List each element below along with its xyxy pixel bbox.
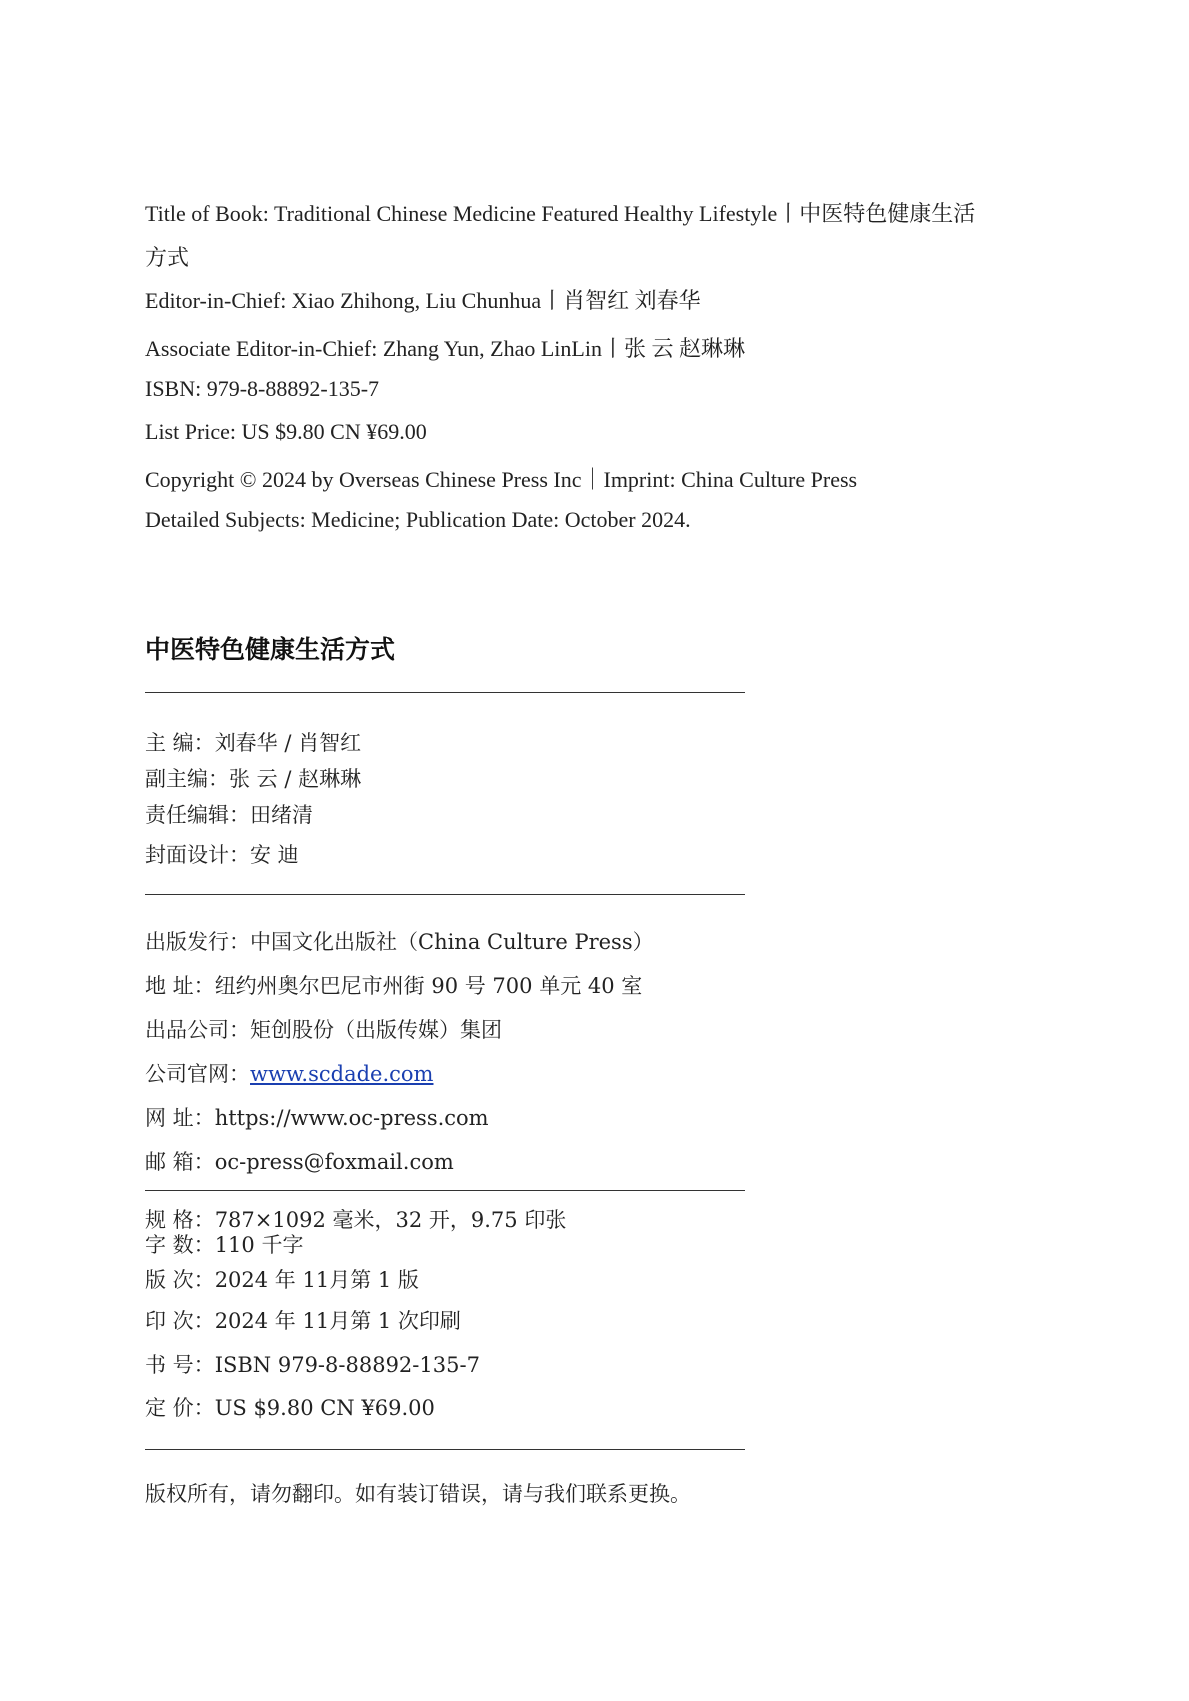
- format-value: 787×1092 毫米，32 开，9.75 印张: [214, 1208, 567, 1232]
- responsible-editor-label: 责任编辑：: [145, 803, 250, 827]
- divider-rule: [145, 692, 745, 693]
- rights-notice: 版权所有，请勿翻印。如有装订错误，请与我们联系更换。: [145, 1482, 691, 1506]
- word-count-row: [145, 1229, 303, 1259]
- website-row: [145, 1102, 489, 1132]
- edition-row: [145, 1264, 419, 1294]
- associate-editor-in-chief: Associate Editor-in-Chief: Zhang Yun, Zhao LinLin丨张 云 赵琳琳: [145, 336, 745, 361]
- address-row: [145, 970, 642, 1000]
- divider-rule: [145, 1449, 745, 1450]
- printing-row: [145, 1305, 461, 1335]
- producer-row: [145, 1014, 502, 1044]
- address-label: 地 址：: [145, 974, 215, 998]
- book-title-line-2: 方式: [145, 245, 190, 270]
- book-number-label: 书 号：: [145, 1353, 215, 1377]
- associate-editor-row: [145, 763, 361, 793]
- word-count-label: 字 数：: [145, 1233, 215, 1257]
- cover-design-row: [145, 839, 299, 869]
- editor-label: 主 编：: [145, 731, 215, 755]
- book-number-value: ISBN 979-8-88892-135-7: [214, 1353, 480, 1377]
- price-value: US $9.80 CN ¥69.00: [214, 1396, 435, 1420]
- email-row: [145, 1146, 454, 1176]
- website-label: 网 址：: [145, 1106, 215, 1130]
- word-count-value: 110 千字: [214, 1233, 304, 1257]
- editor-value: 刘春华 / 肖智红: [214, 731, 362, 755]
- cover-design-label: 封面设计：: [145, 843, 250, 867]
- price-label: 定 价：: [145, 1396, 215, 1420]
- email-value: oc-press@foxmail.com: [214, 1150, 454, 1174]
- divider-rule: [145, 1190, 745, 1191]
- divider-rule: [145, 894, 745, 895]
- responsible-editor-value: 田绪清: [250, 803, 313, 827]
- printing-label: 印 次：: [145, 1309, 215, 1333]
- format-label: 规 格：: [145, 1208, 215, 1232]
- copyright-line: Copyright © 2024 by Overseas Chinese Press Inc｜Imprint: China Culture Press: [145, 467, 858, 492]
- editor-in-chief: Editor-in-Chief: Xiao Zhihong, Liu Chunhua丨肖智红 刘春华: [145, 288, 701, 313]
- cover-design-value: 安 迪: [250, 843, 299, 867]
- producer-label: 出品公司：: [145, 1018, 250, 1042]
- publisher-label: 出版发行：: [145, 930, 250, 954]
- publisher-value: 中国文化出版社（China Culture Press）: [250, 930, 654, 954]
- responsible-editor-row: [145, 799, 313, 829]
- website-value: https://www.oc-press.com: [214, 1106, 489, 1130]
- chinese-book-title: 中医特色健康生活方式: [145, 635, 396, 664]
- publisher-row: [145, 926, 654, 956]
- edition-label: 版 次：: [145, 1268, 215, 1292]
- printing-value: 2024 年 11月第 1 次印刷: [214, 1309, 461, 1333]
- company-website-row: [145, 1058, 433, 1088]
- address-value: 纽约州奥尔巴尼市州街 90 号 700 单元 40 室: [214, 974, 643, 998]
- list-price-line: List Price: US $9.80 CN ¥69.00: [145, 419, 427, 444]
- associate-editor-value: 张 云 / 赵琳琳: [229, 767, 362, 791]
- editor-row: [145, 727, 361, 757]
- isbn-line: ISBN: 979-8-88892-135-7: [145, 376, 380, 401]
- price-row: [145, 1392, 435, 1422]
- book-title-line-1: Title of Book: Traditional Chinese Medicine Featured Healthy Lifestyle丨中医特色健康生活: [145, 201, 976, 226]
- subjects-line: Detailed Subjects: Medicine; Publication Date: October 2024.: [145, 507, 691, 532]
- book-number-row: [145, 1349, 480, 1379]
- edition-value: 2024 年 11月第 1 版: [214, 1268, 419, 1292]
- company-website-label: 公司官网：: [145, 1062, 250, 1086]
- company-website-link[interactable]: www.scdade.com: [250, 1062, 434, 1086]
- email-label: 邮 箱：: [145, 1150, 215, 1174]
- associate-editor-label: 副主编：: [145, 767, 229, 791]
- producer-value: 矩创股份（出版传媒）集团: [250, 1018, 502, 1042]
